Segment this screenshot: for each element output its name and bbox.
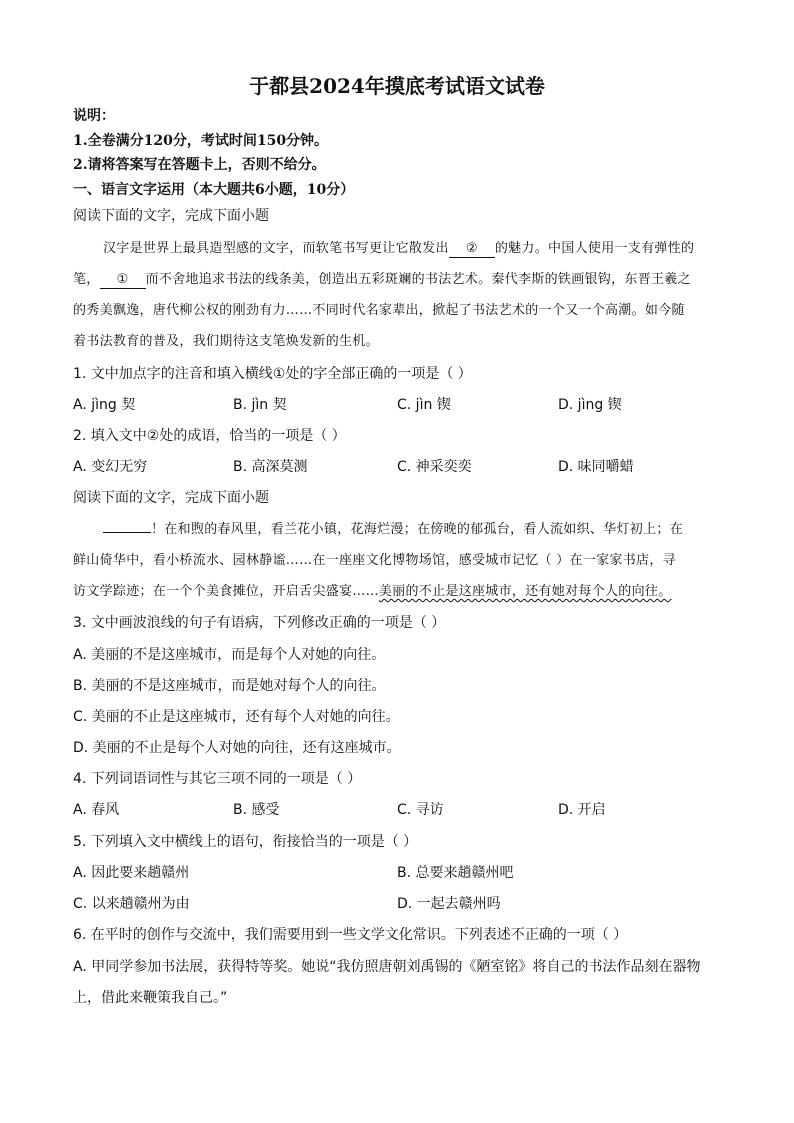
fill-blank-2: ② — [449, 241, 495, 258]
question-3-stem: 3. 文中画波浪线的句子有语病，下列修改正确的一项是（ ） — [73, 615, 446, 631]
fill-blank-1: ① — [100, 272, 146, 289]
passage-text: 汉字是世界上最具造型感的文字，而软笔书写更让它散发出 — [103, 241, 449, 256]
q3-option-d: D. 美丽的不止是每个人对她的向往，还有这座城市。 — [73, 740, 401, 756]
note-item: 1.全卷满分120分，考试时间150分钟。 — [73, 133, 329, 149]
q2-option-d: D. 味同嚼蜡 — [558, 459, 634, 475]
q5-option-a: A. 因此要来趟赣州 — [73, 865, 190, 881]
q2-option-b: B. 高深莫测 — [233, 459, 308, 475]
q4-option-d: D. 开启 — [558, 802, 606, 818]
passage-line: 着书法教育的普及，我们期待这支笔焕发新的生机。 — [73, 334, 379, 349]
question-2-stem: 2. 填入文中②处的成语，恰当的一项是（ ） — [73, 428, 346, 444]
passage-line — [103, 239, 694, 259]
q5-option-b: B. 总要来趟赣州吧 — [397, 865, 514, 881]
q3-option-c: C. 美丽的不止是这座城市，还有每个人对她的向往。 — [73, 709, 400, 725]
passage-line — [73, 582, 672, 602]
q4-option-c: C. 寻访 — [397, 802, 444, 818]
q2-option-a: A. 变幻无穷 — [73, 459, 148, 475]
passage-text: 的魅力。中国人使用一支有弹性的 — [494, 241, 695, 256]
wavy-underlined-sentence: 美丽的不止是这座城市，还有她对每个人的向往。 — [378, 584, 672, 599]
note-item: 2.请将答案写在答题卡上，否则不给分。 — [73, 157, 326, 173]
question-4-stem: 4. 下列词语词性与其它三项不同的一项是（ ） — [73, 771, 362, 787]
passage-text: 访文学踪迹；在一个个美食摊位，开启舌尖盛宴…… — [73, 584, 379, 599]
q6-option-a-line2: 上，借此来鞭策我自己。” — [73, 990, 228, 1006]
q4-option-a: A. 春风 — [73, 802, 120, 818]
q6-option-a-line1: A. 甲同学参加书法展，获得特等奖。她说“我仿照唐朝刘禹锡的《陋室铭》将自己的书法作品刻在器物 — [73, 959, 701, 975]
question-1-stem: 1. 文中加点字的注音和填入横线①处的字全部正确的一项是（ ） — [73, 366, 472, 382]
q4-option-b: B. 感受 — [233, 802, 280, 818]
question-6-stem: 6. 在平时的创作与交流中，我们需要用到一些文学文化常识。下列表述不正确的一项（ ） — [73, 927, 628, 943]
fill-blank-passage2 — [103, 532, 151, 533]
q3-option-a: A. 美丽的不是这座城市，而是每个人对她的向往。 — [73, 647, 386, 663]
read-prompt-2: 阅读下面的文字，完成下面小题 — [73, 490, 269, 506]
q1-option-d: D. jìng 锲 — [558, 397, 622, 413]
q1-option-c: C. jìn 锲 — [397, 397, 451, 413]
question-5-stem: 5. 下列填入文中横线上的语句，衔接恰当的一项是（ ） — [73, 834, 418, 850]
notes-label: 说明： — [73, 108, 115, 124]
passage-line — [73, 270, 691, 290]
read-prompt: 阅读下面的文字，完成下面小题 — [73, 208, 269, 224]
q5-option-c: C. 以来趟赣州为由 — [73, 896, 190, 912]
q2-option-c: C. 神采奕奕 — [397, 459, 472, 475]
passage-line: 的秀美飘逸，唐代柳公权的刚劲有力……不同时代名家辈出，掀起了书法艺术的一个又一个高潮。如今随 — [73, 303, 685, 318]
q3-option-b: B. 美丽的不是这座城市，而是她对每个人的向往。 — [73, 678, 386, 694]
passage-line: 鲜山倚华中，看小桥流水、园林静谧……在一座座文化博物场馆，感受城市记忆（ ）在一家家书店，寻 — [73, 553, 676, 568]
exam-title: 于都县2024年摸底考试语文试卷 — [249, 74, 545, 98]
section-heading: 一、语言文字运用（本大题共6小题，10分） — [73, 182, 355, 198]
q5-option-d: D. 一起去赣州吗 — [397, 896, 501, 912]
q1-option-a: A. jìng 契 — [73, 397, 136, 413]
passage-text: ！在和煦的春风里，看兰花小镇，花海烂漫；在傍晚的郁孤台，看人流如织、华灯初上；在 — [151, 522, 684, 537]
passage-line — [103, 520, 683, 540]
passage-text: 笔， — [73, 272, 100, 287]
passage-text: 而不舍地追求书法的线条美，创造出五彩斑斓的书法艺术。秦代李斯的铁画银钩，东晋王羲之 — [145, 272, 691, 287]
q1-option-b: B. jìn 契 — [233, 397, 287, 413]
